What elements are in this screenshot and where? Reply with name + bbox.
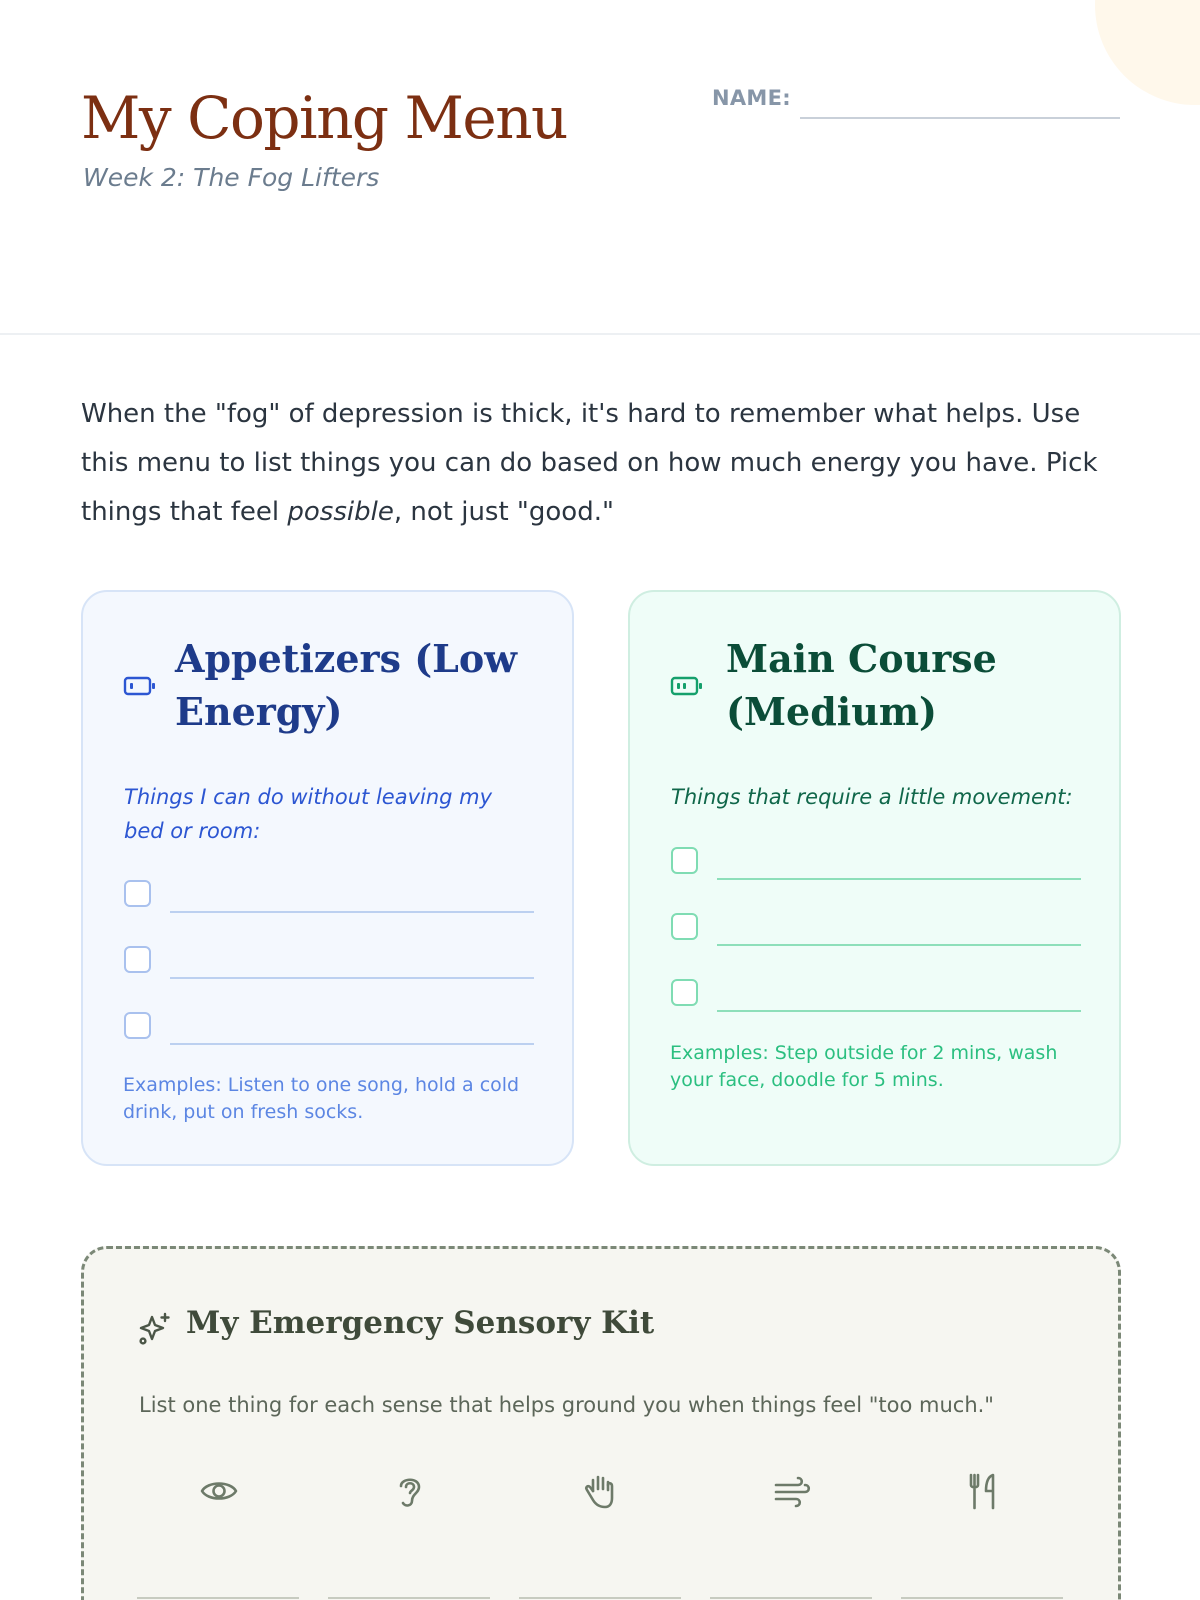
write-in-line[interactable]: [170, 977, 534, 979]
checkbox[interactable]: [671, 979, 698, 1006]
sensory-kit-title: My Emergency Sensory Kit: [186, 1305, 655, 1341]
sense-write-line[interactable]: [519, 1597, 681, 1599]
appetizer-item-3: [124, 1012, 534, 1044]
write-in-line[interactable]: [717, 944, 1081, 946]
ear-icon: [390, 1471, 430, 1511]
sense-touch: [519, 1471, 681, 1600]
write-in-line[interactable]: [170, 911, 534, 913]
main-course-title: Main Course (Medium): [726, 636, 997, 734]
sense-write-line[interactable]: [328, 1597, 490, 1599]
hand-icon: [581, 1471, 621, 1511]
utensils-icon: [963, 1471, 1003, 1511]
checkbox[interactable]: [124, 1012, 151, 1039]
appetizers-prompt: Things I can do without leaving my bed or room:: [124, 785, 493, 843]
write-in-line[interactable]: [717, 878, 1081, 880]
wind-icon: [772, 1471, 812, 1511]
checkbox[interactable]: [124, 946, 151, 973]
sensory-kit: [81, 1246, 1121, 1600]
intro-text-start: When the "fog" of depression is thick, it's hard to remember what helps. Use this menu to list things you can do based on how much energy you have. Pick things that feel: [81, 399, 1098, 527]
main-course-item-3: [671, 979, 1081, 1011]
intro-text-end: , not just "good.": [393, 497, 614, 527]
write-in-line[interactable]: [170, 1043, 534, 1045]
sense-write-line[interactable]: [901, 1597, 1063, 1599]
battery-low-icon: [123, 674, 157, 698]
checkbox[interactable]: [671, 847, 698, 874]
sparkles-icon: [137, 1311, 173, 1347]
main-course-prompt: Things that require a little movement:: [671, 785, 1073, 809]
sense-sight: [137, 1471, 299, 1600]
sense-taste: [901, 1471, 1063, 1600]
sense-write-line[interactable]: [710, 1597, 872, 1599]
name-input-line[interactable]: [800, 117, 1120, 119]
main-course-item-1: [671, 847, 1081, 879]
eye-icon: [199, 1471, 239, 1511]
name-label: NAME:: [712, 86, 791, 110]
checkbox[interactable]: [671, 913, 698, 940]
intro-emphasis: possible: [287, 497, 394, 527]
worksheet-header: [0, 0, 1200, 335]
appetizers-examples: Examples: Listen to one song, hold a cold drink, put on fresh socks.: [123, 1074, 520, 1123]
appetizers-card: [81, 590, 574, 1166]
appetizer-item-2: [124, 946, 534, 978]
main-course-examples: Examples: Step outside for 2 mins, wash your face, doodle for 5 mins.: [670, 1042, 1058, 1091]
checkbox[interactable]: [124, 880, 151, 907]
sensory-kit-description: List one thing for each sense that helps ground you when things feel "too much.": [139, 1393, 994, 1417]
sense-smell: [710, 1471, 872, 1600]
sense-write-line[interactable]: [137, 1597, 299, 1599]
appetizers-title: Appetizers (Low Energy): [175, 636, 517, 734]
page-title: My Coping Menu: [81, 84, 567, 152]
appetizer-item-1: [124, 880, 534, 912]
intro-paragraph: [81, 390, 1131, 537]
page-subtitle: Week 2: The Fog Lifters: [83, 163, 380, 192]
main-course-card: [628, 590, 1121, 1166]
sense-hearing: [328, 1471, 490, 1600]
write-in-line[interactable]: [717, 1010, 1081, 1012]
main-course-item-2: [671, 913, 1081, 945]
battery-medium-icon: [670, 674, 704, 698]
